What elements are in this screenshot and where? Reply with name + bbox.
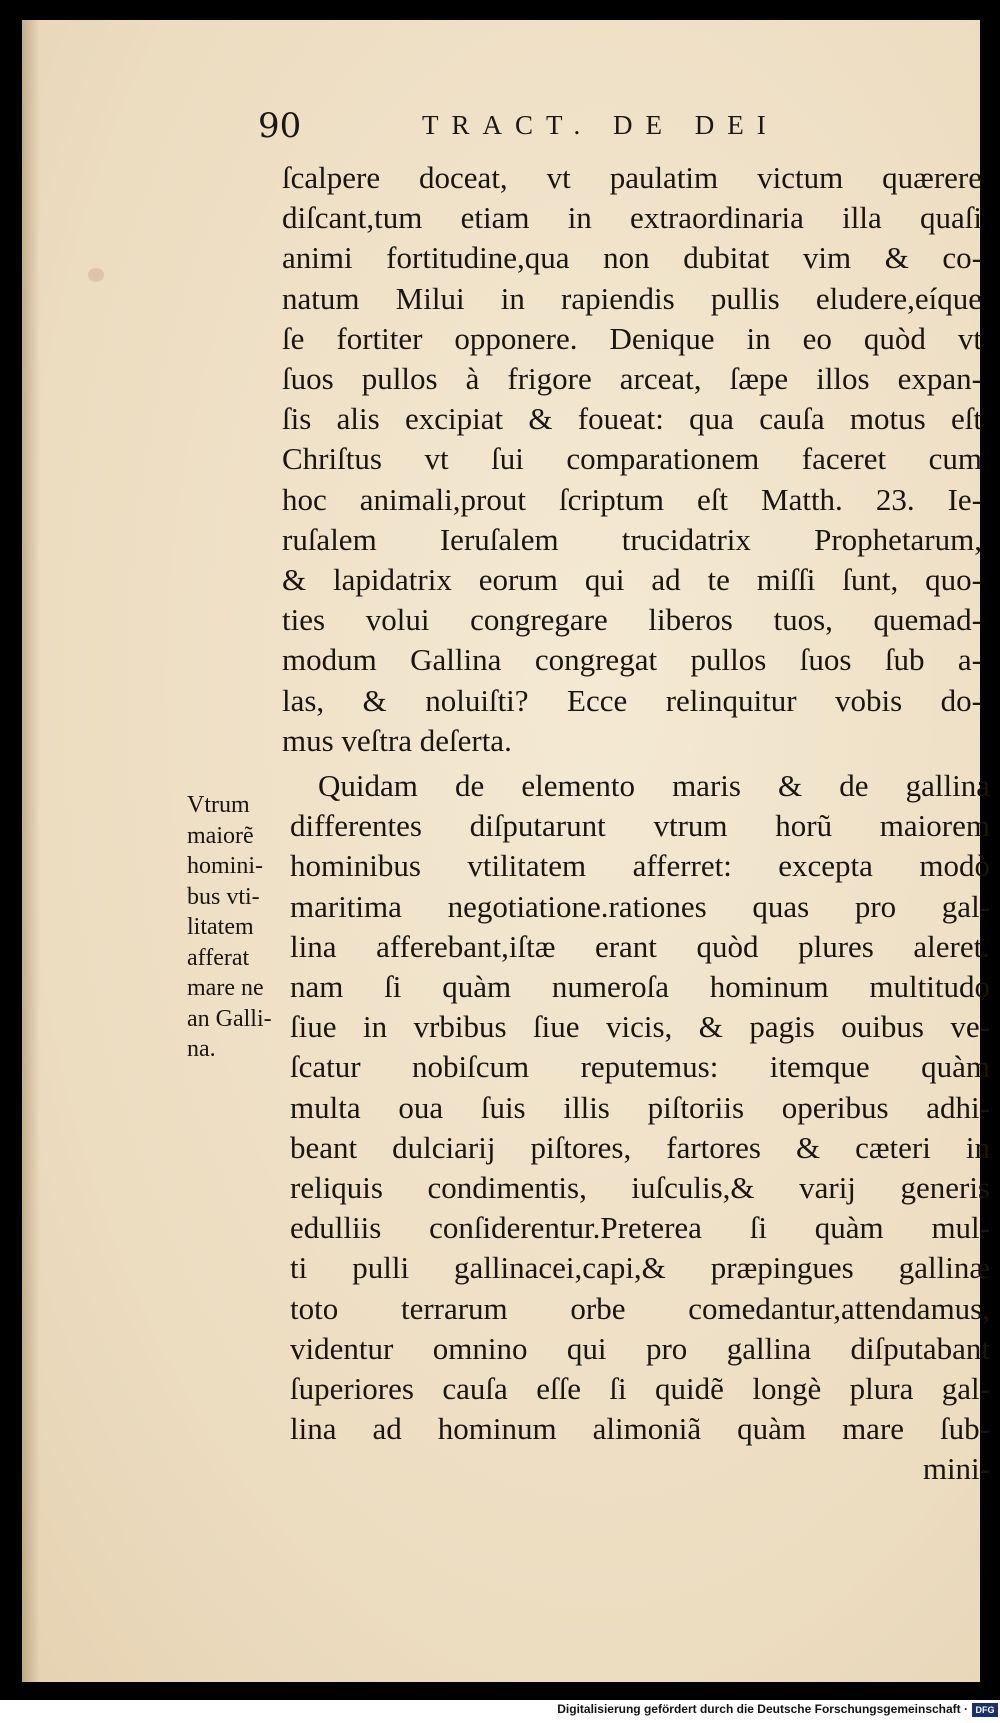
text-line: & lapidatrix eorum qui ad te miſſi ſunt, quo-: [282, 562, 982, 598]
text-line: differentes diſputarunt vtrum horũ maiorem: [290, 808, 990, 844]
text-line: ſuos pullos à frigore arceat, ſæpe illos expan-: [282, 361, 982, 397]
running-head: TRACT. DE DEI: [422, 110, 779, 140]
text-line: lina ad hominum alimoniã quàm mare ſub-: [290, 1411, 990, 1447]
marginal-note: [187, 790, 305, 1065]
text-line: Chriſtus vt ſui comparationem faceret cum: [282, 441, 982, 477]
marginal-line: maiorẽ: [187, 822, 254, 849]
marginal-line: litatem: [187, 914, 254, 940]
text-line: ſcatur nobiſcum reputemus: itemque quàm: [290, 1049, 990, 1085]
paragraph-2: [290, 766, 990, 1490]
page-number: 90: [258, 106, 302, 146]
catchword: mini-: [922, 1451, 990, 1487]
text-line: ſis alis excipiat & foueat: qua cauſa motus eſt: [282, 401, 982, 437]
text-line: ſcalpere doceat, vt paulatim victum quærere: [282, 160, 982, 195]
text-line: natum Milui in rapiendis pullis eludere,eíque: [282, 280, 982, 316]
text-line: ſe fortiter opponere. Denique in eo quòd vt: [282, 320, 982, 356]
text-line: diſcant,tum etiam in extraordinaria illa quaſi: [282, 200, 982, 236]
marginal-line: an Galli-: [187, 1005, 272, 1032]
marginal-line: Vtrum: [187, 792, 250, 818]
marginal-line: bus vti-: [187, 883, 260, 910]
text-line: videntur omnino qui pro gallina diſputabant: [290, 1330, 990, 1366]
text-line: maritima negotiatione.rationes quas pro gal-: [290, 888, 990, 924]
text-line: hominibus vtilitatem afferret: excepta modò: [290, 848, 990, 884]
text-line: ruſalem Ieruſalem trucidatrix Prophetarum,: [282, 521, 982, 557]
text-line: mus veſtra deſerta.: [282, 722, 512, 758]
marginal-line: afferat: [187, 944, 250, 971]
text-line: Quidam de elemento maris & de gallina: [318, 768, 990, 803]
text-line: hoc animali,prout ſcriptum eſt Matth. 23. Ie-: [282, 481, 982, 517]
marginal-line: mare ne: [187, 975, 264, 1001]
funding-credit: Digitalisierung gefördert durch die Deutsche Forschungsgemeinschaft ·: [557, 1702, 968, 1716]
text-line: ſuperiores cauſa eſſe ſi quidẽ longè plura gal-: [290, 1371, 990, 1407]
marginal-line: na.: [187, 1036, 216, 1062]
text-line: animi fortitudine,qua non dubitat vim & co-: [282, 240, 982, 276]
text-line: toto terrarum orbe comedantur,attendamus,: [290, 1290, 990, 1326]
text-line: lina afferebant,iſtæ erant quòd plures aleret.: [290, 928, 990, 964]
digitization-footer: [0, 1700, 1000, 1723]
stain: [88, 268, 104, 282]
text-line: multa oua ſuis illis piſtoriis operibus adhi-: [290, 1089, 990, 1125]
text-line: las, & noluiſti? Ecce relinquitur vobis do-: [282, 682, 982, 718]
text-line: beant dulciarij piſtores, fartores & cæteri in: [290, 1129, 990, 1165]
text-line: ſiue in vrbibus ſiue vicis, & pagis ouibus ve-: [290, 1009, 990, 1045]
book-page: [22, 20, 990, 1682]
spine-shadow: [22, 20, 40, 1682]
text-line: reliquis condimentis, iuſculis,& varij generis: [290, 1170, 990, 1206]
dfg-logo-icon: DFG: [972, 1703, 998, 1717]
text-line: nam ſi quàm numeroſa hominum multitudo: [290, 969, 990, 1005]
paragraph-1: [282, 158, 982, 761]
text-line: edulliis conſiderentur.Preterea ſi quàm mul-: [290, 1210, 990, 1246]
text-line: modum Gallina congregat pullos ſuos ſub a-: [282, 642, 982, 678]
marginal-line: homini-: [187, 853, 263, 879]
text-line: ties volui congregare liberos tuos, quemad-: [282, 602, 982, 638]
text-line: ti pulli gallinacei,capi,& præpingues gallinæ: [290, 1250, 990, 1286]
